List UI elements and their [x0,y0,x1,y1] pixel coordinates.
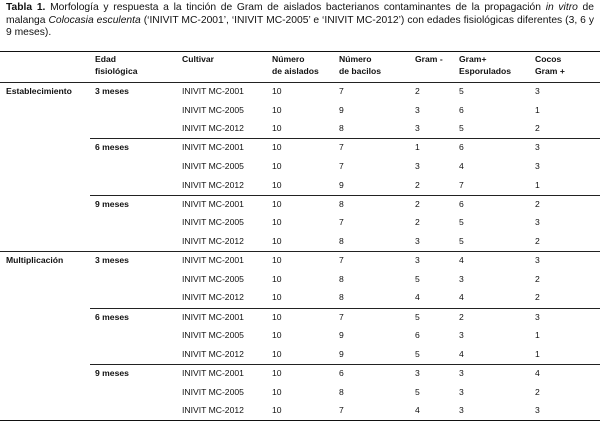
cell-gram-pos-esporulados: 3 [459,405,464,416]
header-bottom-rule [0,82,600,83]
cell-num-aislados: 10 [272,292,282,303]
cell-cocos: 1 [535,348,540,359]
cell-num-aislados: 10 [272,405,282,416]
header-age: Edad fisiológica [95,54,138,76]
cell-num-aislados: 10 [272,104,282,115]
cell-cocos: 1 [535,330,540,341]
cell-gram-pos-esporulados: 5 [459,236,464,246]
header-num-bacilos: Número de bacilos [339,54,382,76]
cell-cultivar: INIVIT MC-2012 [182,405,244,416]
cell-gram-neg: 5 [415,386,420,397]
cell-gram-neg: 2 [415,179,420,190]
cell-num-bacilos: 8 [339,198,344,209]
cell-gram-neg: 3 [415,255,420,266]
cell-gram-neg: 5 [415,348,420,359]
cell-gram-neg: 1 [415,142,420,153]
cell-gram-pos-esporulados: 5 [459,217,464,228]
cell-num-aislados: 10 [272,217,282,228]
header-cocos: Cocos Gram + [535,54,565,76]
cell-num-bacilos: 7 [339,217,344,228]
cell-gram-pos-esporulados: 3 [459,273,464,284]
cell-gram-neg: 5 [415,273,420,284]
cell-gram-pos-esporulados: 6 [459,142,464,153]
cell-num-aislados: 10 [272,236,282,246]
cell-num-bacilos: 7 [339,142,344,153]
cell-num-aislados: 10 [272,368,282,378]
cell-cultivar: INIVIT MC-2001 [182,368,244,378]
caption-text: de malanga [6,2,594,26]
cell-num-bacilos: 7 [339,161,344,171]
cell-gram-neg: 4 [415,405,420,416]
cell-gram-neg: 5 [415,311,420,322]
table-caption [6,2,594,40]
cell-num-aislados: 10 [272,386,282,397]
stage-label: Multiplicación [6,255,64,266]
cell-num-bacilos: 9 [339,330,344,341]
stage-separator-rule [0,251,600,252]
cell-gram-pos-esporulados: 5 [459,86,464,96]
age-group-label: 6 meses [95,311,129,322]
cell-cocos: 3 [535,405,540,416]
cell-num-aislados: 10 [272,273,282,284]
caption-text: (‘INIVIT MC-2001’, ‘INIVIT MC-2005’ e ‘INIVIT MC-2012’) con edades fisiológicas diferentes (3, 6 y 9 meses). [6,14,595,38]
cell-num-bacilos: 9 [339,179,344,190]
cell-num-bacilos: 7 [339,405,344,416]
stage-label: Establecimiento [6,86,72,96]
cell-num-bacilos: 7 [339,255,344,266]
cell-cultivar: INIVIT MC-2005 [182,217,244,228]
cell-cocos: 1 [535,104,540,115]
cell-num-aislados: 10 [272,86,282,96]
cell-num-bacilos: 8 [339,273,344,284]
cell-cocos: 1 [535,179,540,190]
caption-label: Tabla 1. [6,2,46,13]
cell-num-bacilos: 8 [339,123,344,134]
cell-gram-pos-esporulados: 4 [459,255,464,266]
cell-cultivar: INIVIT MC-2012 [182,179,244,190]
cell-cocos: 2 [535,198,540,209]
cell-gram-neg: 3 [415,368,420,378]
cell-cultivar: INIVIT MC-2012 [182,292,244,303]
cell-num-aislados: 10 [272,255,282,266]
cell-cultivar: INIVIT MC-2001 [182,255,244,266]
cell-cultivar: INIVIT MC-2001 [182,198,244,209]
cell-gram-neg: 3 [415,161,420,171]
cell-gram-pos-esporulados: 3 [459,368,464,378]
cell-num-aislados: 10 [272,198,282,209]
cell-cocos: 2 [535,236,540,246]
cell-cultivar: INIVIT MC-2001 [182,86,244,96]
cell-gram-pos-esporulados: 3 [459,330,464,341]
cell-gram-neg: 3 [415,236,420,246]
cell-gram-neg: 2 [415,217,420,228]
cell-num-bacilos: 8 [339,292,344,303]
cell-num-aislados: 10 [272,123,282,134]
cell-gram-neg: 3 [415,123,420,134]
cell-num-aislados: 10 [272,179,282,190]
cell-gram-neg: 2 [415,198,420,209]
cell-cocos: 3 [535,142,540,153]
cell-gram-neg: 4 [415,292,420,303]
cell-cocos: 3 [535,255,540,266]
cell-gram-neg: 2 [415,86,420,96]
age-group-separator-rule [90,308,600,309]
age-group-separator-rule [90,364,600,365]
cell-gram-pos-esporulados: 7 [459,179,464,190]
header-num-aislados: Número de aislados [272,54,319,76]
cell-num-aislados: 10 [272,330,282,341]
cell-num-bacilos: 8 [339,386,344,397]
cell-gram-pos-esporulados: 4 [459,348,464,359]
header-gram-pos-esporulados: Gram+ Esporulados [459,54,512,76]
cell-cocos: 2 [535,123,540,134]
cell-cocos: 3 [535,311,540,322]
cell-cocos: 3 [535,86,540,96]
cell-num-bacilos: 7 [339,86,344,96]
cell-cocos: 4 [535,368,540,378]
cell-cultivar: INIVIT MC-2005 [182,273,244,284]
age-group-label: 3 meses [95,255,129,266]
age-group-separator-rule [90,138,600,139]
cell-cultivar: INIVIT MC-2012 [182,123,244,134]
cell-cocos: 3 [535,161,540,171]
cell-gram-pos-esporulados: 4 [459,292,464,303]
cell-cultivar: INIVIT MC-2012 [182,348,244,359]
cell-num-bacilos: 7 [339,311,344,322]
header-cultivar: Cultivar [182,54,214,64]
cell-gram-pos-esporulados: 5 [459,123,464,134]
cell-cultivar: INIVIT MC-2001 [182,311,244,322]
age-group-label: 6 meses [95,142,129,153]
age-group-separator-rule [90,195,600,196]
caption-text: Morfología y respuesta a la tinción de Gram de aislados bacterianos contaminantes de la propagación [45,2,546,13]
cell-cocos: 2 [535,273,540,284]
cell-cultivar: INIVIT MC-2005 [182,330,244,341]
cell-num-bacilos: 6 [339,368,344,378]
age-group-label: 9 meses [95,368,129,378]
cell-gram-pos-esporulados: 2 [459,311,464,322]
cell-cultivar: INIVIT MC-2012 [182,236,244,246]
cell-gram-neg: 6 [415,330,420,341]
cell-gram-neg: 3 [415,104,420,115]
caption-italic-species: Colocasia esculenta [48,14,141,26]
cell-cultivar: INIVIT MC-2001 [182,142,244,153]
cell-gram-pos-esporulados: 3 [459,386,464,397]
age-group-label: 3 meses [95,86,129,96]
caption-italic-in-vitro: in vitro [545,2,578,13]
cell-num-bacilos: 8 [339,236,344,246]
cell-cocos: 2 [535,292,540,303]
cell-cultivar: INIVIT MC-2005 [182,161,244,171]
cell-num-aislados: 10 [272,348,282,359]
cell-num-aislados: 10 [272,142,282,153]
cell-num-aislados: 10 [272,161,282,171]
cell-gram-pos-esporulados: 6 [459,198,464,209]
cell-num-bacilos: 9 [339,104,344,115]
table-top-rule [0,51,600,52]
cell-num-bacilos: 9 [339,348,344,359]
age-group-label: 9 meses [95,198,129,209]
header-gram-neg: Gram - [415,54,443,64]
cell-gram-pos-esporulados: 4 [459,161,464,171]
cell-num-aislados: 10 [272,311,282,322]
table-bottom-rule [0,420,600,421]
cell-cocos: 3 [535,217,540,228]
cell-cultivar: INIVIT MC-2005 [182,386,244,397]
cell-gram-pos-esporulados: 6 [459,104,464,115]
cell-cocos: 2 [535,386,540,397]
cell-cultivar: INIVIT MC-2005 [182,104,244,115]
